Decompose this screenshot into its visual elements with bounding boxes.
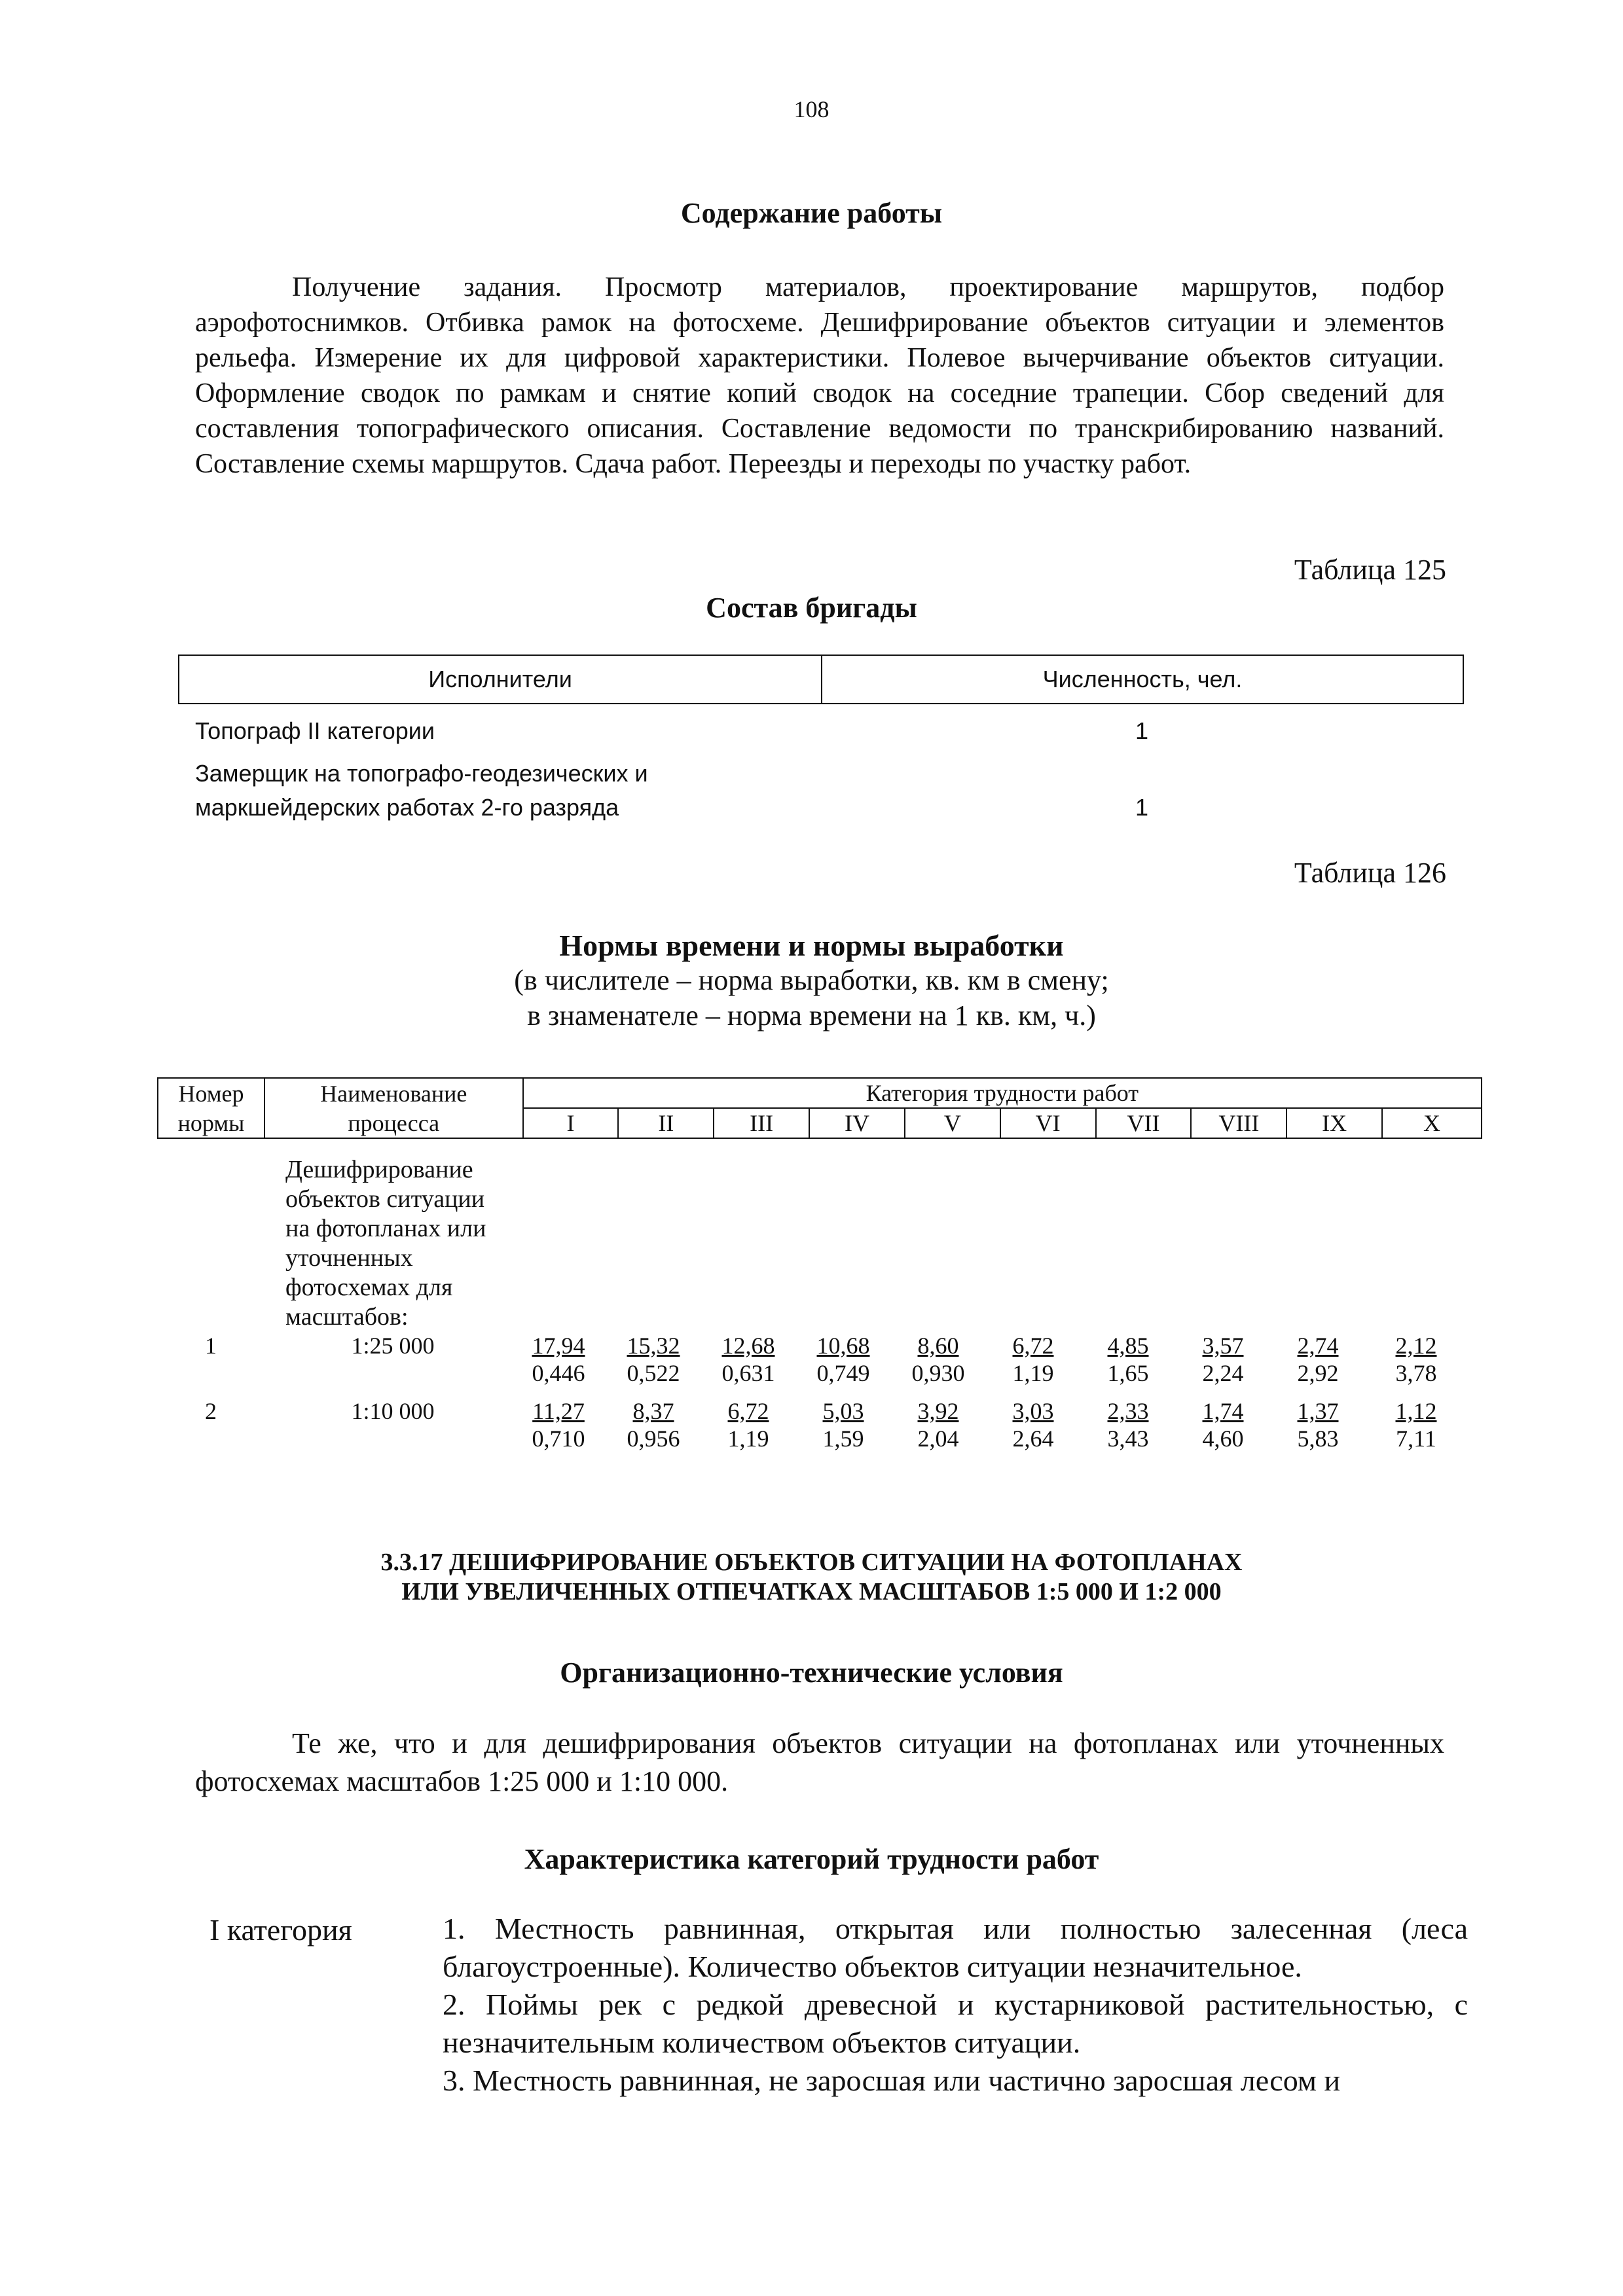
time-norm: 1,19 — [1012, 1360, 1054, 1386]
time-norm: 3,78 — [1395, 1360, 1437, 1386]
section-heading: 3.3.17 ДЕШИФРИРОВАНИЕ ОБЪЕКТОВ СИТУАЦИИ НА ФОТОПЛАНАХ — [380, 1549, 1243, 1576]
norm-value — [797, 1397, 889, 1452]
output-norm: 8,37 — [632, 1398, 674, 1424]
time-norm: 5,83 — [1297, 1426, 1339, 1452]
table-row — [178, 757, 1464, 825]
time-norm: 0,522 — [627, 1360, 680, 1386]
norm-value — [1370, 1397, 1462, 1452]
output-norm: 3,03 — [1012, 1398, 1054, 1424]
norm-value — [987, 1397, 1079, 1452]
category-item: 2. Поймы рек с редкой древесной и кустарниковой растительностью, с незначительным количеством объектов ситуации. — [443, 1988, 1468, 2059]
category-items — [443, 1910, 1468, 2100]
output-norm: 5,03 — [822, 1398, 864, 1424]
crew-count: 1 — [1135, 794, 1149, 821]
header-cat-viii: VIII — [1191, 1108, 1286, 1138]
header-norm-no: Номер — [158, 1078, 264, 1108]
table126-title: Нормы времени и нормы выработки — [559, 929, 1064, 962]
output-norm: 11,27 — [532, 1398, 585, 1424]
process-line: уточненных — [285, 1244, 413, 1272]
output-norm: 6,72 — [727, 1398, 769, 1424]
norm-value — [1272, 1332, 1364, 1387]
output-norm: 1,37 — [1297, 1398, 1339, 1424]
crew-table — [178, 655, 1464, 825]
header-process: процесса — [264, 1108, 523, 1138]
time-norm: 2,04 — [917, 1426, 959, 1452]
header-category: Категория трудности работ — [523, 1078, 1482, 1108]
norm-value — [1177, 1332, 1269, 1387]
process-line: масштабов: — [285, 1303, 409, 1331]
output-norm: 2,12 — [1395, 1333, 1437, 1359]
norm-value — [987, 1332, 1079, 1387]
table126-subtitle: (в числителе – норма выработки, кв. км в смену; — [514, 964, 1109, 996]
crew-role — [178, 757, 820, 825]
time-norm: 4,60 — [1202, 1426, 1244, 1452]
crew-role-line: маркшейдерских работах 2-го разряда — [195, 794, 619, 821]
output-norm: 12,68 — [721, 1333, 775, 1359]
output-norm: 15,32 — [627, 1333, 680, 1359]
process-line: объектов ситуации — [285, 1185, 485, 1213]
norms-table-header — [157, 1077, 1482, 1139]
norm-value — [1370, 1332, 1462, 1387]
norm-value — [1082, 1332, 1174, 1387]
output-norm: 17,94 — [532, 1333, 585, 1359]
time-norm: 0,631 — [721, 1360, 775, 1386]
norm-value — [1082, 1397, 1174, 1452]
norm-value — [702, 1397, 794, 1452]
table-row — [178, 717, 1464, 757]
time-norm: 0,710 — [532, 1426, 585, 1452]
norm-value — [1272, 1397, 1364, 1452]
table125-title: Состав бригады — [706, 592, 917, 624]
header-cat-ix: IX — [1286, 1108, 1382, 1138]
header-norm-no: нормы — [158, 1108, 264, 1138]
crew-role-line: Замерщик на топографо-геодезических и — [195, 760, 648, 787]
time-norm: 2,64 — [1012, 1426, 1054, 1452]
process-line: фотосхемах для — [285, 1274, 453, 1301]
output-norm: 3,92 — [917, 1398, 959, 1424]
crew-table-header — [178, 655, 1464, 704]
header-process: Наименование — [264, 1078, 523, 1108]
output-norm: 10,68 — [816, 1333, 870, 1359]
header-cat-vi: VI — [1000, 1108, 1096, 1138]
table125-label: Таблица 125 — [1294, 554, 1446, 586]
time-norm: 1,59 — [822, 1426, 864, 1452]
norm-number: 2 — [205, 1398, 217, 1424]
output-norm: 3,57 — [1202, 1333, 1244, 1359]
table126-subtitle: в знаменателе – норма времени на 1 кв. км, ч.) — [527, 999, 1096, 1031]
crew-role: Топограф II категории — [195, 717, 435, 744]
time-norm: 0,956 — [627, 1426, 680, 1452]
process-line: на фотопланах или — [285, 1215, 486, 1242]
header-cat-v: V — [905, 1108, 1000, 1138]
process-description — [285, 1155, 486, 1332]
time-norm: 1,19 — [727, 1426, 769, 1452]
header-cat-ii: II — [618, 1108, 714, 1138]
org-title: Организационно-технические условия — [560, 1657, 1063, 1689]
norm-value — [1177, 1397, 1269, 1452]
output-norm: 1,12 — [1395, 1398, 1437, 1424]
norm-scale: 1:10 000 — [351, 1398, 435, 1424]
header-count: Численность, чел. — [1042, 666, 1243, 692]
output-norm: 2,33 — [1107, 1398, 1149, 1424]
norm-value — [608, 1397, 699, 1452]
char-title: Характеристика категорий трудности работ — [524, 1843, 1099, 1875]
work-content-title: Содержание работы — [680, 197, 943, 229]
norm-value — [797, 1332, 889, 1387]
section-heading: ИЛИ УВЕЛИЧЕННЫХ ОТПЕЧАТКАХ МАСШТАБОВ 1:5 000 И 1:2 000 — [401, 1578, 1222, 1605]
norm-value — [892, 1332, 984, 1387]
time-norm: 0,930 — [911, 1360, 965, 1386]
work-content-paragraph — [195, 270, 1444, 482]
output-norm: 4,85 — [1107, 1333, 1149, 1359]
norm-value — [608, 1332, 699, 1387]
process-line: Дешифрирование — [285, 1156, 473, 1183]
table126-label: Таблица 126 — [1294, 857, 1446, 889]
norm-number: 1 — [205, 1333, 217, 1359]
org-paragraph — [195, 1725, 1444, 1801]
norm-value — [702, 1332, 794, 1387]
time-norm: 1,65 — [1107, 1360, 1149, 1386]
output-norm: 1,74 — [1202, 1398, 1244, 1424]
header-cat-vii: VII — [1096, 1108, 1192, 1138]
header-cat-iii: III — [714, 1108, 809, 1138]
output-norm: 2,74 — [1297, 1333, 1339, 1359]
category-label: I категория — [210, 1913, 352, 1946]
crew-count: 1 — [1135, 717, 1149, 744]
time-norm: 0,446 — [532, 1360, 585, 1386]
output-norm: 8,60 — [917, 1333, 959, 1359]
time-norm: 2,24 — [1202, 1360, 1244, 1386]
norm-value — [513, 1332, 604, 1387]
norm-value — [513, 1397, 604, 1452]
header-cat-iv: IV — [809, 1108, 905, 1138]
header-cat-i: I — [523, 1108, 619, 1138]
page-number: 108 — [793, 96, 830, 122]
time-norm: 0,749 — [816, 1360, 870, 1386]
header-performers: Исполнители — [179, 656, 822, 703]
norm-value — [892, 1397, 984, 1452]
time-norm: 2,92 — [1297, 1360, 1339, 1386]
category-item: 1. Местность равнинная, открытая или полностью залесенная (леса благоустроенные). Количество объектов ситуации незначительное. — [443, 1912, 1468, 1983]
work-content-text: Получение задания. Просмотр материалов, проектирование маршрутов, подбор аэрофотоснимков. Отбивка рамок на фотосхеме. Дешифрирование объектов ситуации и элементов рельефа. Измерение их для цифровой характеристики. Полевое вычерчивание объектов ситуации. Оформление сводок по рамкам и снятие копий сводок на соседние трапеции. Сбор сведений для составления топографического описания. Составление ведомости по транскрибированию названий. Составление схемы маршрутов. Сдача работ. Переезды и переходы по участку работ. — [195, 272, 1444, 479]
norm-scale: 1:25 000 — [351, 1333, 435, 1359]
output-norm: 6,72 — [1012, 1333, 1054, 1359]
org-text: Те же, что и для дешифрирования объектов ситуации на фотопланах или уточненных фотосхемах масштабов 1:25 000 и 1:10 000. — [195, 1727, 1444, 1797]
time-norm: 7,11 — [1396, 1426, 1436, 1452]
category-item: 3. Местность равнинная, не заросшая или частично заросшая лесом и — [443, 2064, 1341, 2097]
time-norm: 3,43 — [1107, 1426, 1149, 1452]
header-cat-x: X — [1382, 1108, 1482, 1138]
